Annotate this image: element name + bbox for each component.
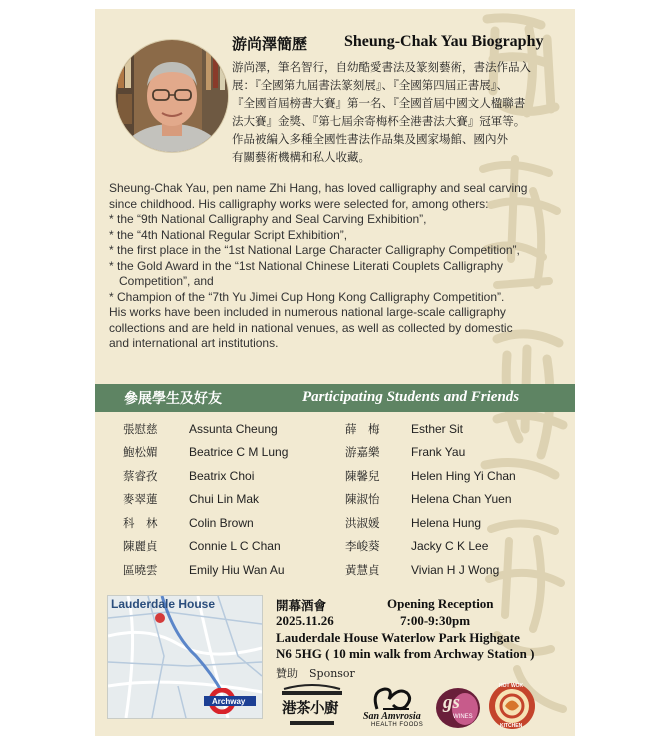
participant-chinese-name: 蔡睿孜 — [123, 468, 158, 483]
participant-chinese-name: 洪淑媛 — [345, 515, 380, 530]
participant-chinese-name: 陳麗貞 — [123, 539, 158, 554]
participant-chinese-name: 黃慧貞 — [345, 562, 380, 577]
participant-row — [345, 511, 516, 535]
participant-english-name: Jacky C K Lee — [411, 539, 489, 554]
participant-english-name: Helena Hung — [411, 515, 482, 530]
flyer-card — [95, 9, 575, 736]
participant-english-name: Frank Yau — [411, 445, 466, 460]
bio-chinese-text — [232, 58, 562, 166]
san-amvrosia-tagline: HEALTH FOODS — [371, 722, 424, 728]
bio-english-line: Sheung-Chak Yau, pen name Zhi Hang, has loved calligraphy and seal carving — [109, 181, 528, 195]
event-address-line-2: N6 5HG ( 10 min walk from Archway Station ) — [276, 646, 535, 661]
participants-right-column — [345, 417, 516, 582]
participant-chinese-name: 陳馨兒 — [345, 468, 380, 483]
participant-english-name: Beatrice C M Lung — [189, 445, 289, 460]
participant-chinese-name: 區曉雲 — [123, 562, 158, 577]
bio-english-line: collections and are held in national venues, as well as collected by domestic — [109, 320, 513, 335]
participant-row — [345, 441, 516, 465]
bio-english-line: * the Gold Award in the “1st National Chinese Literati Couplets Calligraphy — [109, 258, 503, 273]
bio-title-chinese: 游尚澤簡歷 — [232, 35, 308, 53]
bio-chinese-line: 法大賽』金獎、『第七屆余寄梅杯全港書法大賽』冠軍等。 — [232, 114, 526, 128]
event-address-line-1: Lauderdale House Waterlow Park Highgate — [276, 630, 520, 645]
bio-english-line: * the “4th National Regular Script Exhibition”, — [109, 227, 348, 242]
participants-heading-chinese: 參展學生及好友 — [124, 391, 222, 407]
participant-english-name: Connie L C Chan — [189, 539, 281, 554]
gs-wines-logo-text: gs — [443, 692, 460, 713]
bio-english-line: * Champion of the “7th Yu Jimei Cup Hong Kong Calligraphy Competition”. — [109, 289, 505, 304]
bio-chinese-line: 游尚澤，筆名智行，自幼酷愛書法及篆刻藝術，書法作品入 — [232, 60, 531, 74]
san-amvrosia-logo-icon — [359, 685, 433, 713]
participant-chinese-name: 李峻葵 — [345, 539, 380, 554]
participant-row — [345, 558, 516, 582]
participant-english-name: Colin Brown — [189, 515, 254, 530]
tea-kitchen-logo-text: 港茶小廚 — [282, 700, 338, 717]
bio-english-line: His works have been included in numerous national large-scale calligraphy — [109, 305, 506, 319]
bio-english-line: and international art institutions. — [109, 336, 279, 350]
sponsor-label: 贊助 Sponsor — [276, 667, 355, 680]
participant-english-name: Emily Hiu Wan Au — [189, 562, 285, 577]
bio-chinese-line: 作品被編入多種全國性書法作品集及國家場館、國內外 — [232, 132, 508, 146]
sponsor-logo-san-amvrosia — [359, 685, 433, 729]
gs-wines-logo-sub: WINES — [453, 714, 473, 720]
participant-chinese-name: 陳淑怡 — [345, 492, 380, 507]
station-label: Archway — [212, 697, 246, 706]
location-map — [107, 595, 263, 719]
participant-chinese-name: 麥翠蓮 — [123, 492, 158, 507]
participant-row — [345, 417, 516, 441]
participant-row — [123, 535, 288, 559]
bio-chinese-line: 『全國首屆榜書大賽』第一名、『全國首屆中國文人楹聯書 — [232, 96, 526, 110]
participant-row — [345, 464, 516, 488]
participant-chinese-name: 張慰慈 — [123, 421, 158, 436]
participant-chinese-name: 游嘉樂 — [345, 445, 380, 460]
map-venue-label: Lauderdale House — [111, 597, 216, 611]
participant-chinese-name: 薛 梅 — [345, 421, 380, 436]
bio-english-text — [109, 181, 575, 352]
participant-english-name: Assunta Cheung — [189, 421, 278, 436]
reception-title-english: Opening Reception — [387, 596, 494, 611]
participants-heading-band — [95, 384, 575, 412]
participant-english-name: Chui Lin Mak — [189, 492, 260, 507]
bio-english-line: * the “9th National Calligraphy and Seal Carving Exhibition”, — [109, 212, 427, 226]
san-amvrosia-name: San Amvrosia — [363, 711, 421, 722]
hot-wok-logo-top-text: HOT WOK — [499, 683, 524, 689]
participant-row — [345, 535, 516, 559]
sponsor-logo-tea-kitchen — [276, 683, 348, 729]
participant-row — [123, 511, 288, 535]
artist-portrait-photo — [115, 39, 229, 153]
participant-chinese-name: 科 林 — [123, 515, 158, 530]
participant-english-name: Esther Sit — [411, 421, 464, 436]
sponsor-logo-hot-wok-kitchen — [487, 681, 537, 731]
participant-row — [123, 417, 288, 441]
bio-title-english: Sheung-Chak Yau Biography — [344, 33, 544, 50]
hot-wok-logo-bottom-text: KITCHEN — [500, 723, 523, 729]
bio-chinese-line: 有關藝術機構和私人收藏。 — [232, 150, 370, 164]
participant-row — [123, 558, 288, 582]
participant-english-name: Vivian H J Wong — [411, 562, 500, 577]
participant-row — [123, 488, 288, 512]
participants-heading-english: Participating Students and Friends — [302, 389, 520, 405]
bio-chinese-line: 展：『全國第九屆書法篆刻展』、『全國第四屆正書展』、 — [232, 78, 508, 92]
participant-row — [123, 441, 288, 465]
participant-row — [345, 488, 516, 512]
participant-english-name: Helena Chan Yuen — [411, 492, 512, 507]
bio-english-line: Competition”, and — [109, 274, 214, 288]
sponsor-logo-gs-wines — [435, 687, 481, 729]
participant-row — [123, 464, 288, 488]
event-time: 7:00-9:30pm — [400, 613, 471, 628]
bio-english-line: since childhood. His calligraphy works were selected for, among others: — [109, 196, 489, 211]
bio-english-line: * the first place in the “1st National Large Character Calligraphy Competition”, — [109, 243, 520, 257]
participant-chinese-name: 鮑松媚 — [123, 445, 158, 460]
event-date: 2025.11.26 — [276, 613, 334, 628]
participant-english-name: Helen Hing Yi Chan — [411, 468, 516, 483]
participant-english-name: Beatrix Choi — [189, 468, 255, 483]
participants-left-column — [123, 417, 288, 582]
reception-title-chinese: 開幕酒會 — [276, 598, 327, 613]
